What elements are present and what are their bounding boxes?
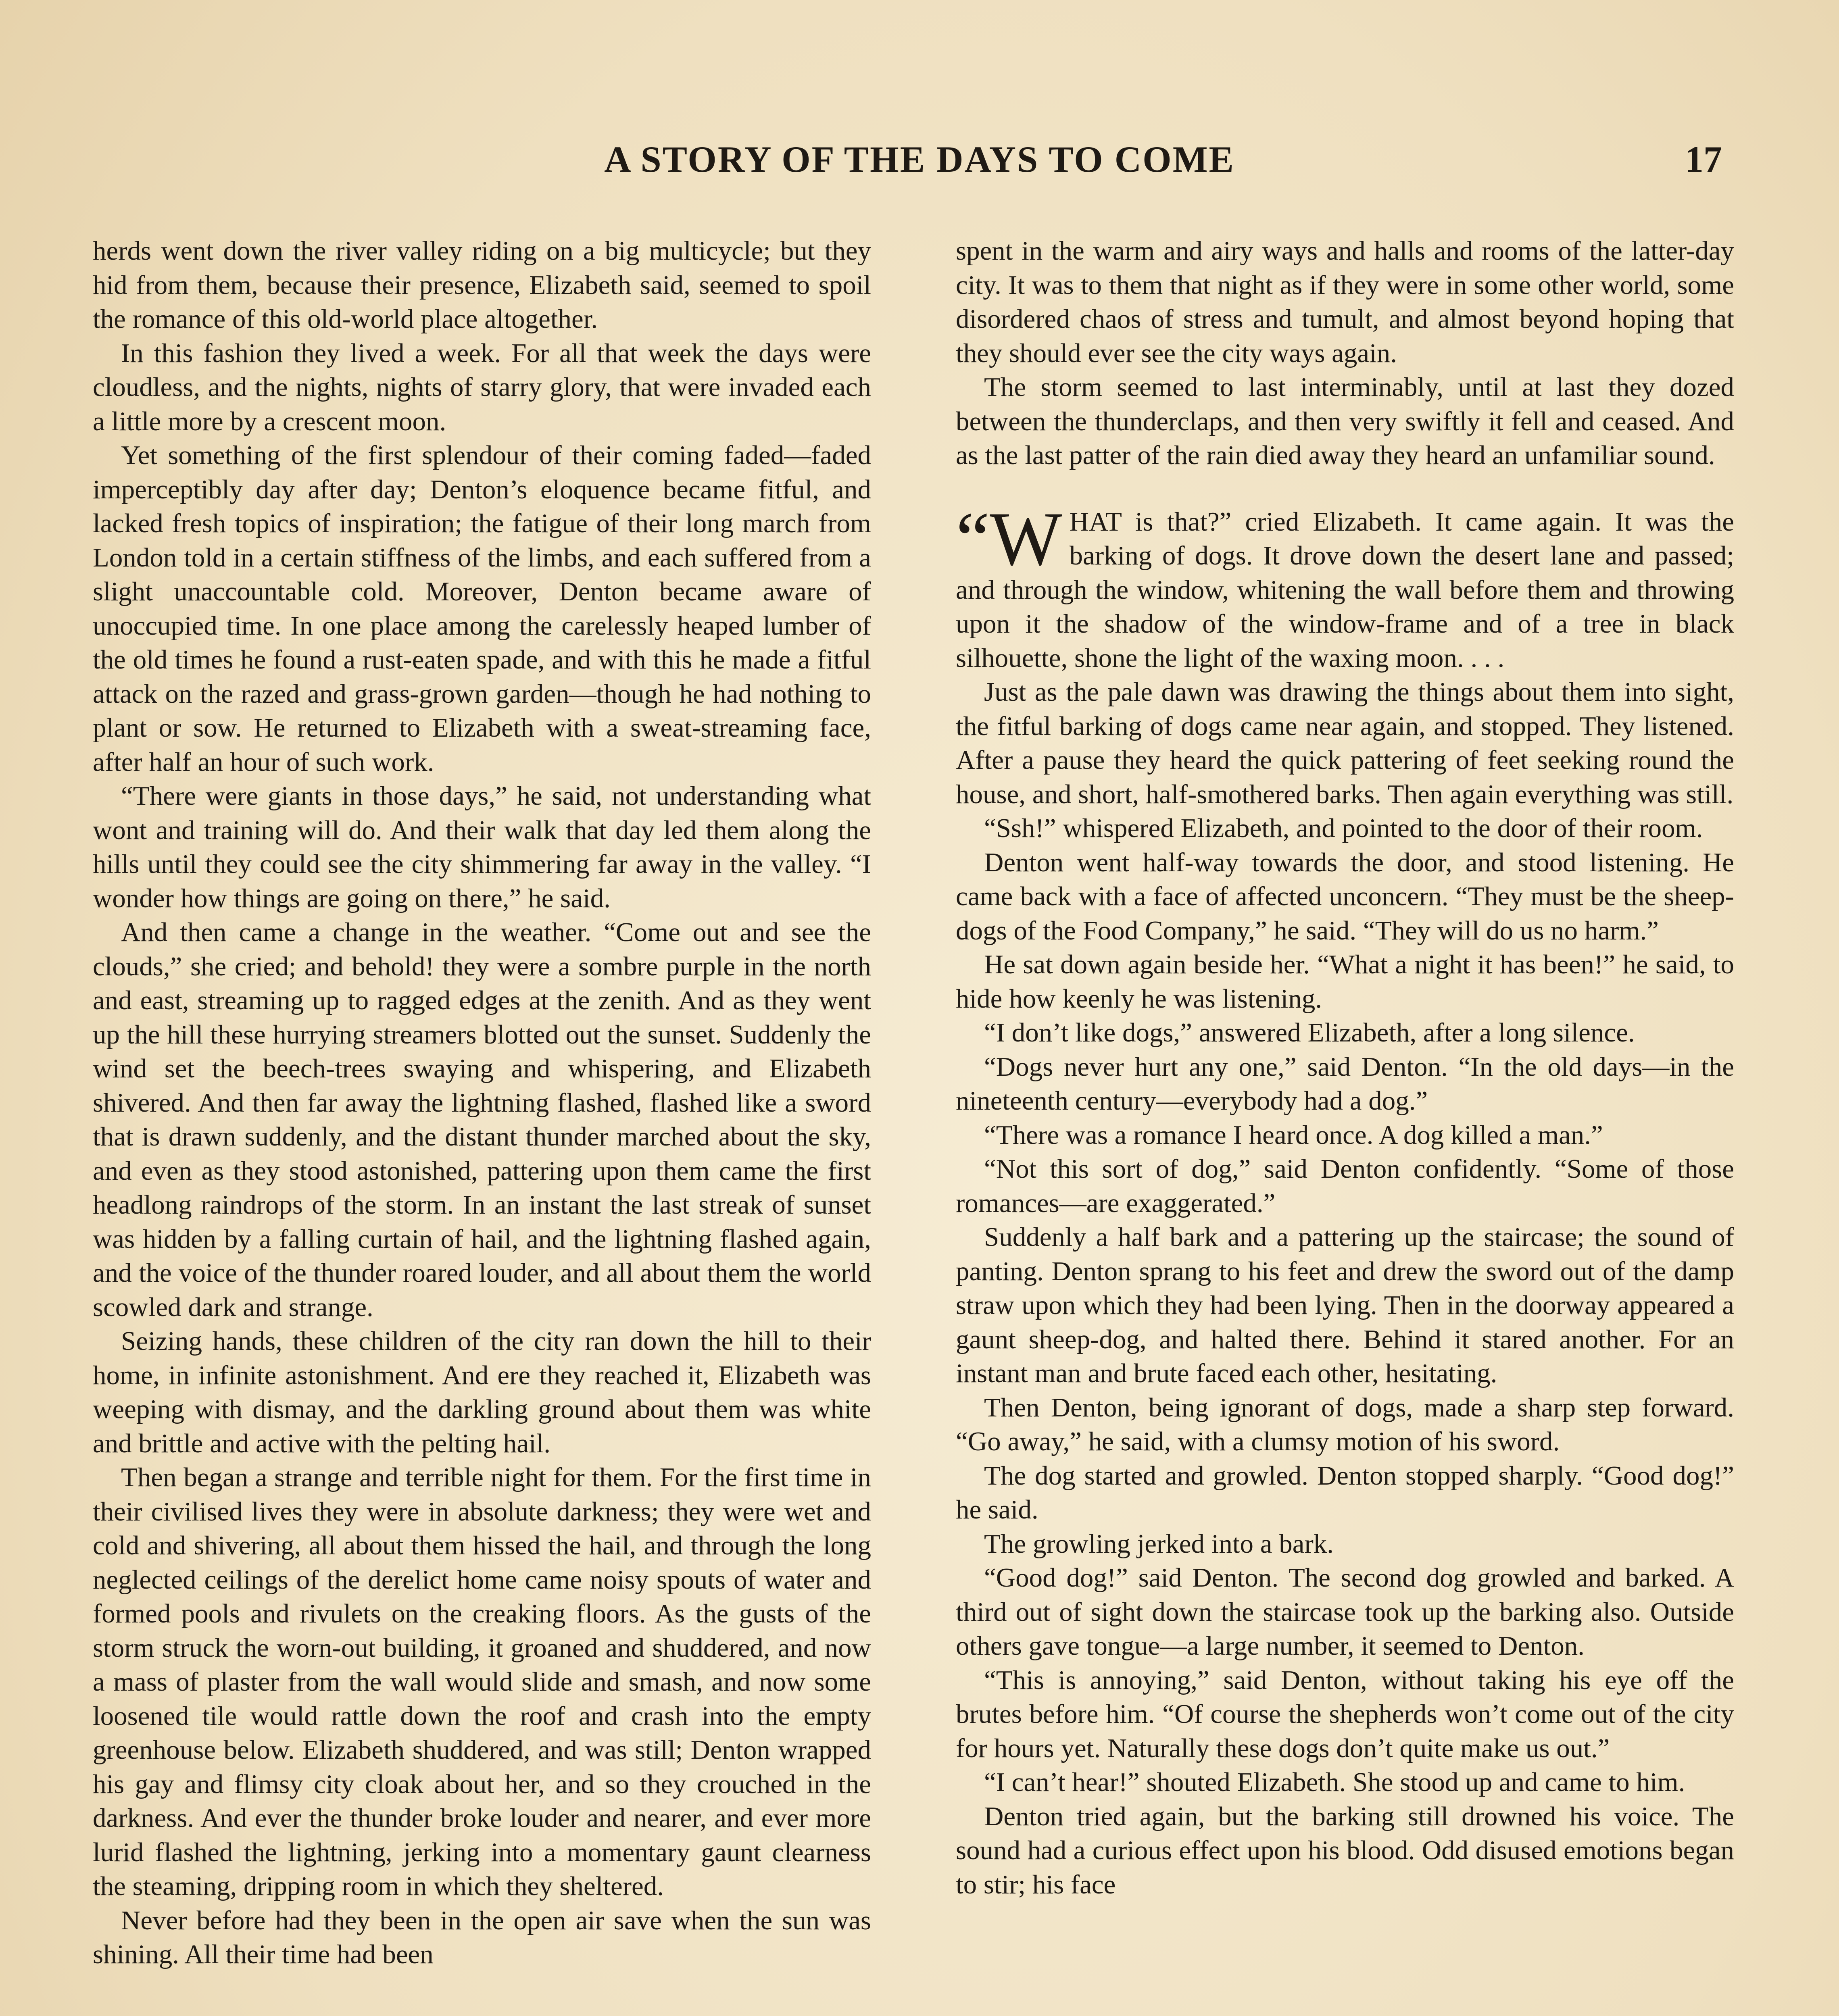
paragraph: Denton went half-way towards the door, and stood listening. He came back with a face of affected unconcern. “They must be the sheep-dogs of the Food Company,” he said. “They will do us no harm.” — [956, 847, 1734, 946]
paragraph: “Ssh!” whispered Elizabeth, and pointed to the door of their room. — [984, 813, 1703, 843]
paragraph: Denton tried again, but the barking still drowned his voice. The sound had a curious effect upon his blood. Odd disused emotions began to stir; his face — [956, 1801, 1734, 1899]
dropcap-paragraph-text: HAT is that?” cried Elizabeth. It came again. It was the barking of dogs. It drove down the desert lane and passed; and through the window, whitening the wall before them and throwing upon it the shadow of the window-frame and of a tree in black silhouette, shone the light of the waxing moon. . . . — [956, 506, 1734, 673]
paragraph: Suddenly a half bark and a pattering up the staircase; the sound of panting. Denton sprang to his feet and drew the sword out of the damp straw upon which they had been lying. Then in the doorway appeared a gaunt sheep-dog, and halted there. Behind it stared another. For an instant man and brute faced each other, hesitating. — [956, 1222, 1734, 1388]
paragraph: The storm seemed to last interminably, until at last they dozed between the thunderclaps, and then very swiftly it fell and ceased. And as the last patter of the rain died away they heard an unfamiliar sound. — [956, 372, 1734, 470]
paragraph: Just as the pale dawn was drawing the things about them into sight, the fitful barking of dogs came near again, and stopped. They listened. After a pause they heard the quick pattering of feet seeking round the house, and short, half-smothered barks. Then again everything was still. — [956, 677, 1734, 809]
paragraph: “I don’t like dogs,” answered Elizabeth, after a long silence. — [984, 1018, 1635, 1048]
paragraph: Then began a strange and terrible night for them. For the first time in their civilised lives they were in absolute darkness; they were wet and cold and shivering, all about them hissed the hail, and through the long neglected ceilings of the derelict home came noisy spouts of water and formed pools and rivulets on the creaking floors. As the gusts of the storm struck the worn-out building, it groaned and shuddered, and now a mass of plaster from the wall would slide and smash, and now some loosened tile would rattle down the roof and crash into the empty greenhouse below. Elizabeth shuddered, and was still; Denton wrapped his gay and flimsy city cloak about her, and so they crouched in the darkness. And ever the thunder broke louder and nearer, and ever more lurid flashed the lightning, jerking into a momentary gaunt clearness the steaming, dripping room in which they sheltered. — [93, 1462, 871, 1901]
paragraph: “I can’t hear!” shouted Elizabeth. She stood up and came to him. — [984, 1767, 1685, 1797]
paragraph: “Not this sort of dog,” said Denton confidently. “Some of those romances—are exaggerated.” — [956, 1154, 1734, 1218]
paragraph: “This is annoying,” said Denton, without taking his eye off the brutes before him. “Of course the shepherds won’t come out of the city for hours yet. Naturally these dogs don’t quite make us out.” — [956, 1665, 1734, 1763]
page-header — [0, 133, 1839, 185]
page-number: 17 — [1685, 139, 1722, 180]
paragraph: “There were giants in those days,” he said, not understanding what wont and training will do. And their walk that day led them along the hills until they could see the city shimmering far away in the valley. “I wonder how things are going on there,” he said. — [93, 781, 871, 913]
paragraph: Never before had they been in the open air save when the sun was shining. All their time had been — [93, 1905, 871, 1969]
paragraph: “Dogs never hurt any one,” said Denton. “In the old days—in the nineteenth century—everybody had a dog.” — [956, 1052, 1734, 1116]
dropcap-paragraph — [956, 496, 1734, 675]
paragraph: He sat down again beside her. “What a night it has been!” he said, to hide how keenly he was listening. — [956, 950, 1734, 1014]
paragraph: In this fashion they lived a week. For all that week the days were cloudless, and the nights, nights of starry glory, that were invaded each a little more by a crescent moon. — [93, 338, 871, 436]
paragraph: “There was a romance I heard once. A dog killed a man.” — [984, 1120, 1603, 1150]
paragraph: Seizing hands, these children of the city ran down the hill to their home, in infinite astonishment. And ere they reached it, Elizabeth was weeping with dismay, and the darkling ground about them was white and brittle and active with the pelting hail. — [93, 1326, 871, 1458]
drop-cap: “W — [956, 496, 1062, 581]
paragraph: Yet something of the first splendour of their coming faded—faded imperceptibly day after day; Denton’s eloquence became fitful, and lacked fresh topics of inspiration; the fatigue of their long march from London told in a certain stiffness of the limbs, and each suffered from a slight unaccountable cold. Moreover, Denton became aware of unoccupied time. In one place among the carelessly heaped lumber of the old times he found a rust-eaten spade, and with this he made a fitful attack on the razed and grass-grown garden—though he had nothing to plant or sow. He returned to Elizabeth with a sweat-streaming face, after half an hour of such work. — [93, 440, 871, 777]
paragraph: And then came a change in the weather. “Come out and see the clouds,” she cried; and behold! they were a sombre purple in the north and east, streaming up to ragged edges at the zenith. And as they went up the hill these hurrying streamers blotted out the sunset. Suddenly the wind set the beech-trees swaying and whispering, and Elizabeth shivered. And then far away the lightning flashed, flashed like a sword that is drawn suddenly, and the distant thunder marched about the sky, and even as they stood astonished, pattering upon them came the first headlong raindrops of the storm. In an instant the last streak of sunset was hidden by a falling curtain of hail, and the lightning flashed again, and the voice of the thunder roared louder, and all about them the world scowled dark and strange. — [93, 917, 871, 1322]
paragraph: herds went down the river valley riding on a big multicycle; but they hid from them, because their presence, Elizabeth said, seemed to spoil the romance of this old-world place altogether. — [93, 236, 871, 334]
paragraph: The dog started and growled. Denton stopped sharply. “Good dog!” he said. — [956, 1460, 1734, 1524]
paragraph: “Good dog!” said Denton. The second dog growled and barked. A third out of sight down the staircase took up the barking also. Outside others gave tongue—a large number, it seemed to Denton. — [956, 1563, 1734, 1661]
running-title: A STORY OF THE DAYS TO COME — [604, 139, 1235, 180]
right-text-column — [956, 234, 1734, 2016]
paragraph: Then Denton, being ignorant of dogs, made a sharp step forward. “Go away,” he said, with a clumsy motion of his sword. — [956, 1392, 1734, 1456]
left-text-column — [93, 234, 871, 2016]
paragraph: The growling jerked into a bark. — [984, 1529, 1334, 1559]
paragraph: spent in the warm and airy ways and halls and rooms of the latter-day city. It was to them that night as if they were in some other world, some disordered chaos of stress and tumult, and almost beyond hoping that they should ever see the city ways again. — [956, 236, 1734, 368]
